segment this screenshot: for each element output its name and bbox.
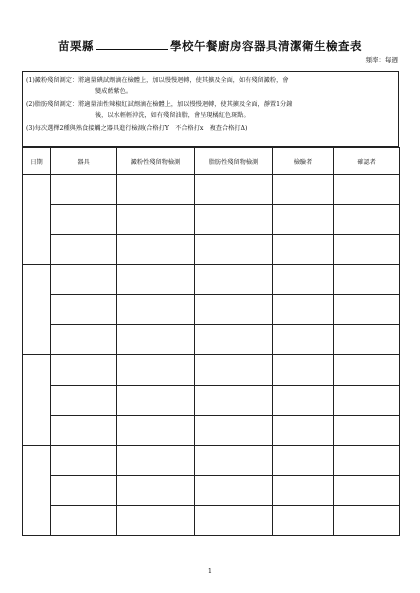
inspector-cell[interactable] xyxy=(273,475,334,505)
inspector-cell[interactable] xyxy=(273,505,334,535)
confirmer-cell[interactable] xyxy=(334,265,400,295)
instructions-box xyxy=(22,71,399,147)
note-2-text: (2)脂肪殘留測定：將適量油性辣椒紅試劑滴在檢體上，加以慢慢迴轉，使其擴及全面，靜置1分鐘 xyxy=(26,101,293,108)
inspector-cell[interactable] xyxy=(273,415,334,445)
starch-result-cell[interactable] xyxy=(117,175,195,205)
note-2-continued: 後，以水輕輕沖洗，如有殘留油脂，會呈現橘紅色斑點。 xyxy=(95,112,250,119)
table-row xyxy=(23,505,400,535)
confirmer-cell[interactable] xyxy=(334,445,400,475)
date-cell[interactable] xyxy=(23,355,51,445)
confirmer-cell[interactable] xyxy=(334,505,400,535)
fat-result-cell[interactable] xyxy=(195,265,273,295)
inspector-cell[interactable] xyxy=(273,175,334,205)
confirmer-cell[interactable] xyxy=(334,475,400,505)
fat-result-cell[interactable] xyxy=(195,505,273,535)
inspector-cell[interactable] xyxy=(273,325,334,355)
fat-result-cell[interactable] xyxy=(195,175,273,205)
fat-result-cell[interactable] xyxy=(195,295,273,325)
table-row xyxy=(23,295,400,325)
utensil-cell[interactable] xyxy=(51,385,117,415)
inspector-cell[interactable] xyxy=(273,235,334,265)
utensil-cell[interactable] xyxy=(51,265,117,295)
table-row xyxy=(23,445,400,475)
note-3-text: (3)每次選擇2種與熟食接觸之器具進行檢測(合格打Y 不合格打x 複查合格打Δ) xyxy=(26,125,248,132)
starch-result-cell[interactable] xyxy=(117,445,195,475)
table-row xyxy=(23,475,400,505)
utensil-cell[interactable] xyxy=(51,355,117,385)
fat-result-cell[interactable] xyxy=(195,205,273,235)
col-header-fat-test: 脂肪性殘留物檢測 xyxy=(195,148,273,175)
confirmer-cell[interactable] xyxy=(334,415,400,445)
starch-result-cell[interactable] xyxy=(117,475,195,505)
utensil-cell[interactable] xyxy=(51,325,117,355)
inspector-cell[interactable] xyxy=(273,265,334,295)
fat-result-cell[interactable] xyxy=(195,355,273,385)
fat-result-cell[interactable] xyxy=(195,385,273,415)
starch-result-cell[interactable] xyxy=(117,415,195,445)
starch-result-cell[interactable] xyxy=(117,355,195,385)
title-county: 苗栗縣 xyxy=(58,39,94,53)
utensil-cell[interactable] xyxy=(51,415,117,445)
school-name-blank[interactable] xyxy=(96,39,168,50)
starch-result-cell[interactable] xyxy=(117,295,195,325)
page-number: 1 xyxy=(207,567,213,575)
table-body xyxy=(23,175,400,536)
starch-result-cell[interactable] xyxy=(117,325,195,355)
utensil-cell[interactable] xyxy=(51,505,117,535)
starch-result-cell[interactable] xyxy=(117,205,195,235)
col-header-inspector: 檢驗者 xyxy=(273,148,334,175)
starch-result-cell[interactable] xyxy=(117,265,195,295)
table-row xyxy=(23,265,400,295)
fat-result-cell[interactable] xyxy=(195,415,273,445)
fat-result-cell[interactable] xyxy=(195,475,273,505)
confirmer-cell[interactable] xyxy=(334,295,400,325)
inspector-cell[interactable] xyxy=(273,355,334,385)
starch-result-cell[interactable] xyxy=(117,505,195,535)
starch-result-cell[interactable] xyxy=(117,385,195,415)
table-header-row xyxy=(23,148,400,175)
note-3 xyxy=(26,123,247,135)
confirmer-cell[interactable] xyxy=(334,205,400,235)
note-2 xyxy=(26,99,292,111)
col-header-date: 日期 xyxy=(23,148,51,175)
table-row xyxy=(23,175,400,205)
table-row xyxy=(23,235,400,265)
utensil-cell[interactable] xyxy=(51,445,117,475)
confirmer-cell[interactable] xyxy=(334,385,400,415)
utensil-cell[interactable] xyxy=(51,175,117,205)
col-header-utensil: 器具 xyxy=(51,148,117,175)
fat-result-cell[interactable] xyxy=(195,235,273,265)
frequency-label: 頻率：每週 xyxy=(365,56,398,64)
col-header-confirmer: 確認者 xyxy=(334,148,400,175)
starch-result-cell[interactable] xyxy=(117,235,195,265)
confirmer-cell[interactable] xyxy=(334,355,400,385)
date-cell[interactable] xyxy=(23,265,51,355)
fat-result-cell[interactable] xyxy=(195,325,273,355)
utensil-cell[interactable] xyxy=(51,475,117,505)
inspection-table xyxy=(22,147,400,536)
table-row xyxy=(23,385,400,415)
fat-result-cell[interactable] xyxy=(195,445,273,475)
page-title xyxy=(0,38,420,54)
inspector-cell[interactable] xyxy=(273,385,334,415)
utensil-cell[interactable] xyxy=(51,295,117,325)
confirmer-cell[interactable] xyxy=(334,175,400,205)
title-main: 學校午餐廚房容器具清潔衛生檢查表 xyxy=(170,39,362,53)
inspector-cell[interactable] xyxy=(273,205,334,235)
table-row xyxy=(23,355,400,385)
table-row xyxy=(23,205,400,235)
date-cell[interactable] xyxy=(23,175,51,265)
date-cell[interactable] xyxy=(23,445,51,535)
confirmer-cell[interactable] xyxy=(334,325,400,355)
confirmer-cell[interactable] xyxy=(334,235,400,265)
inspector-cell[interactable] xyxy=(273,445,334,475)
utensil-cell[interactable] xyxy=(51,205,117,235)
note-1-continued: 變成藍紫色。 xyxy=(95,88,133,95)
table-row xyxy=(23,415,400,445)
note-1-text: (1)澱粉殘留測定：將適量碘試劑滴在檢體上，加以慢慢迴轉，使其擴及全面，如有殘留澱粉，會 xyxy=(26,77,289,84)
utensil-cell[interactable] xyxy=(51,235,117,265)
inspector-cell[interactable] xyxy=(273,295,334,325)
table-row xyxy=(23,325,400,355)
col-header-starch-test: 澱粉性殘留物檢測 xyxy=(117,148,195,175)
note-1 xyxy=(26,75,288,87)
